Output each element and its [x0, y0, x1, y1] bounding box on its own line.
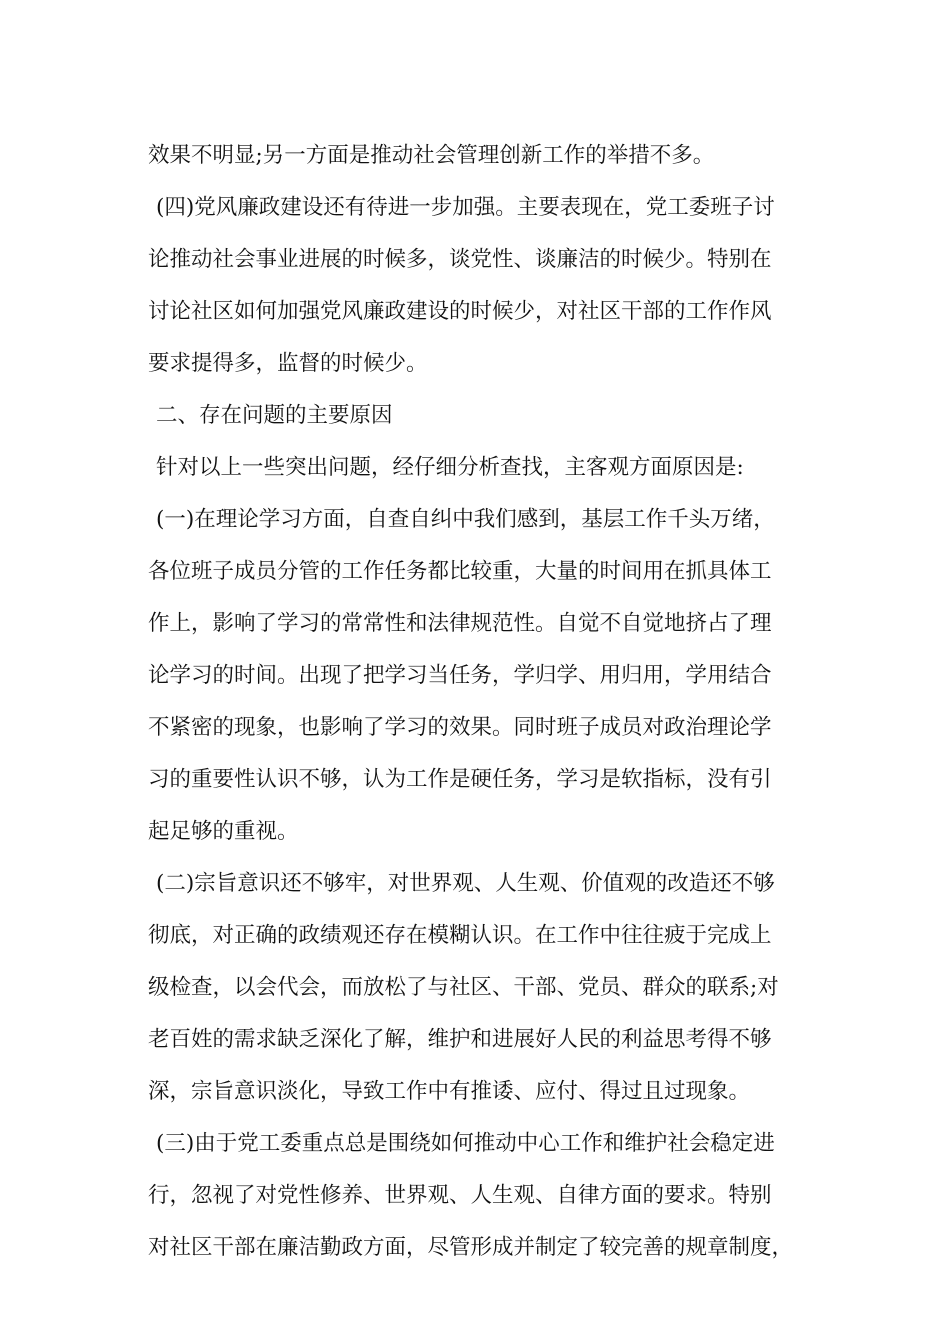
text-line: 效果不明显;另一方面是推动社会管理创新工作的举措不多。: [148, 143, 715, 168]
text-line: 习的重要性认识不够，认为工作是硬任务，学习是软指标，没有引: [148, 767, 772, 792]
text-line: 对社区干部在廉洁勤政方面，尽管形成并制定了较完善的规章制度，: [148, 1235, 794, 1260]
text-line: 作上，影响了学习的常常性和法律规范性。自觉不自觉地挤占了理: [148, 611, 772, 636]
text-line: 针对以上一些突出问题，经仔细分析查找，主客观方面原因是:: [156, 455, 744, 480]
text-line: (一)在理论学习方面，自查自纠中我们感到，基层工作千头万绪，: [156, 507, 775, 532]
text-line: 起足够的重视。: [148, 819, 299, 844]
text-line: 老百姓的需求缺乏深化了解，维护和进展好人民的利益思考得不够: [148, 1027, 772, 1052]
text-line: (二)宗旨意识还不够牢，对世界观、人生观、价值观的改造还不够: [156, 871, 775, 896]
text-line: 级检查，以会代会，而放松了与社区、干部、党员、群众的联系;对: [148, 975, 779, 1000]
text-line: 彻底，对正确的政绩观还存在模糊认识。在工作中往往疲于完成上: [148, 923, 772, 948]
document-body: [148, 130, 820, 1274]
section-heading: 二、存在问题的主要原因: [156, 403, 393, 428]
text-line: 论学习的时间。出现了把学习当任务，学归学、用归用，学用结合: [148, 663, 772, 688]
text-line: 讨论社区如何加强党风廉政建设的时候少，对社区干部的工作作风: [148, 299, 772, 324]
text-line: 要求提得多，监督的时候少。: [148, 351, 428, 376]
text-line: 行，忽视了对党性修养、世界观、人生观、自律方面的要求。特别: [148, 1183, 772, 1208]
text-line: (四)党风廉政建设还有待进一步加强。主要表现在，党工委班子讨: [156, 195, 775, 220]
text-line: 论推动社会事业进展的时候多，谈党性、谈廉洁的时候少。特别在: [148, 247, 772, 272]
text-line: 各位班子成员分管的工作任务都比较重，大量的时间用在抓具体工: [148, 559, 772, 584]
text-line: (三)由于党工委重点总是围绕如何推动中心工作和维护社会稳定进: [156, 1131, 775, 1156]
text-line: 不紧密的现象，也影响了学习的效果。同时班子成员对政治理论学: [148, 715, 772, 740]
text-line: 深，宗旨意识淡化，导致工作中有推诿、应付、得过且过现象。: [148, 1079, 751, 1104]
